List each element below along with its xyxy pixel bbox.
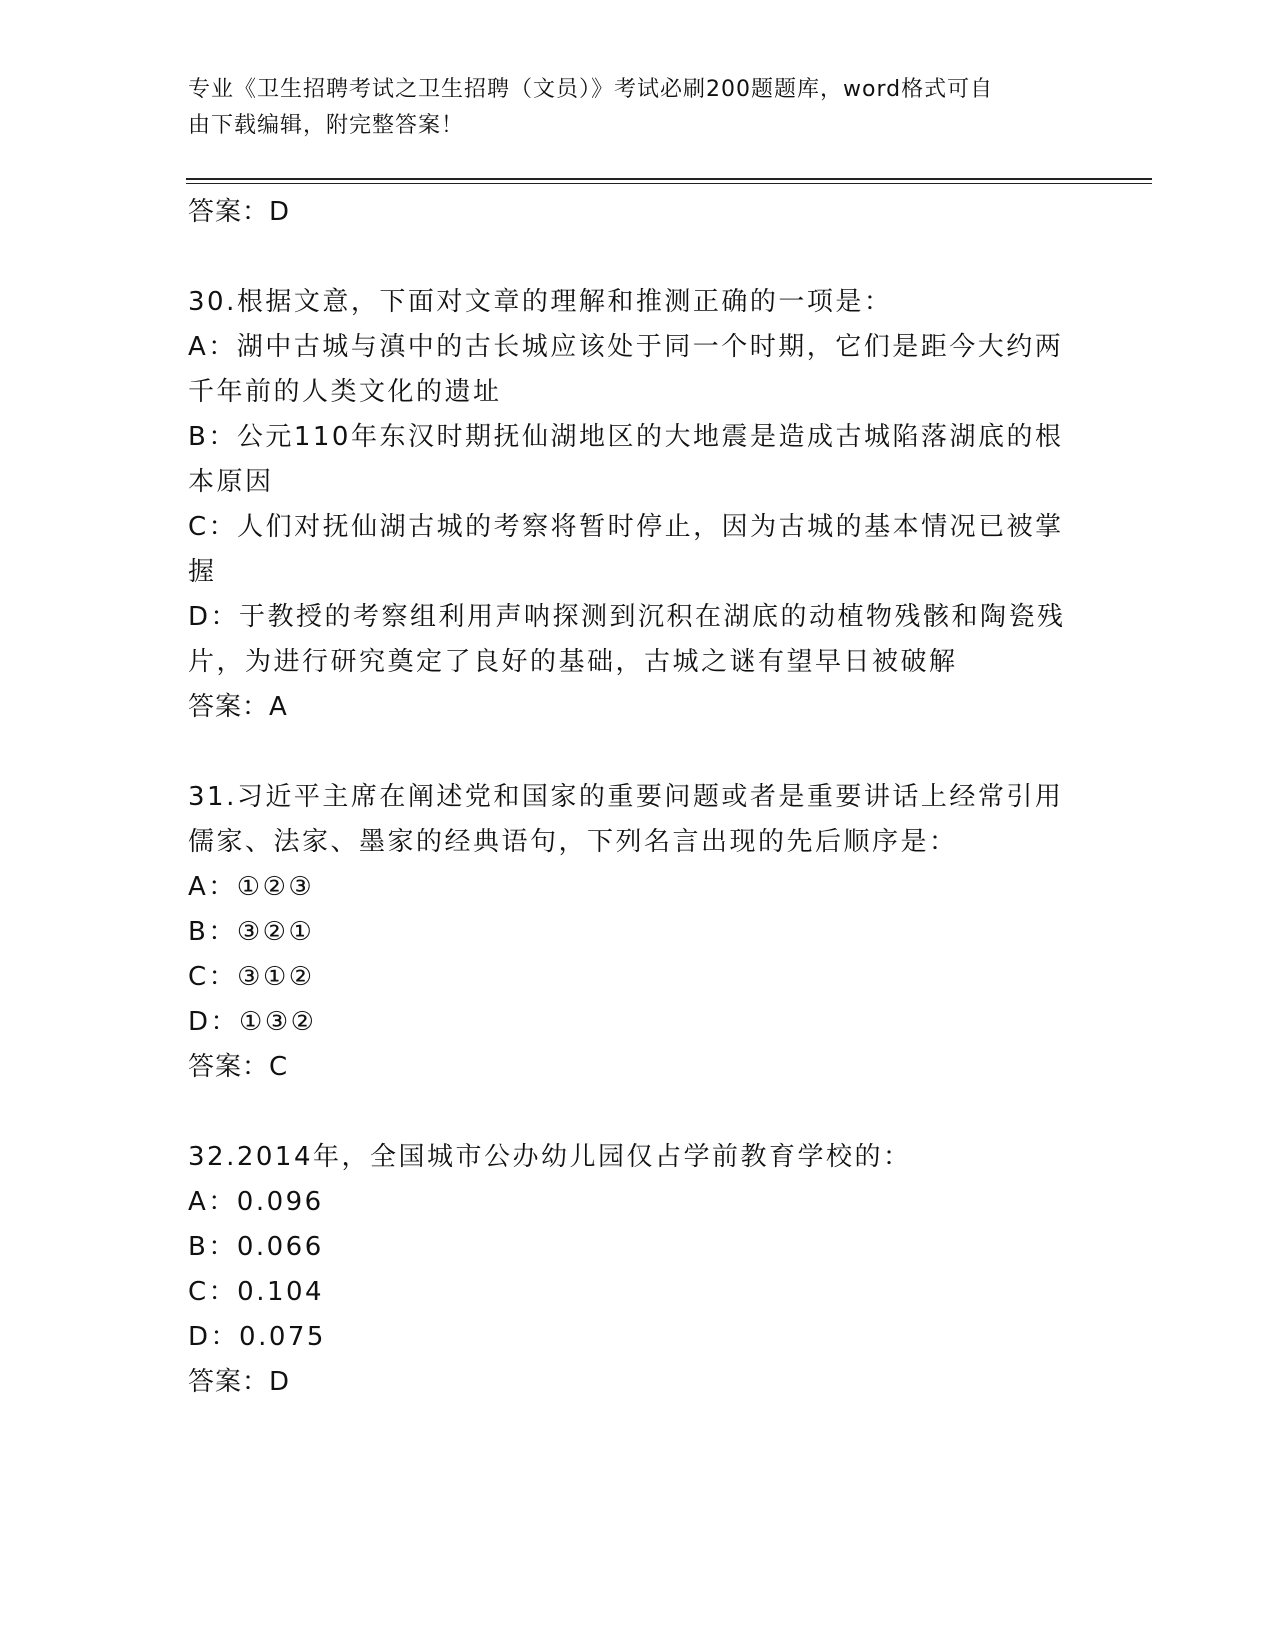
option-c: C：0.104	[188, 1277, 325, 1307]
answer-line: 答案：A	[188, 692, 288, 722]
question-stem: 30.根据文意，下面对文章的理解和推测正确的一项是：	[188, 287, 893, 317]
option-d: D：于教授的考察组利用声呐探测到沉积在湖底的动植物残骸和陶瓷残	[188, 602, 1066, 632]
option-a: A：①②③	[188, 872, 315, 902]
option-b: B：公元110年东汉时期抚仙湖地区的大地震是造成古城陷落湖底的根	[188, 422, 1064, 452]
option-c: C：③①②	[188, 962, 315, 992]
option-a-cont: 千年前的人类文化的遗址	[188, 377, 502, 407]
page-header	[188, 72, 1068, 144]
spacer	[188, 235, 1088, 280]
option-d: D：①③②	[188, 1007, 317, 1037]
header-rule	[186, 178, 1152, 180]
header-rule-thin	[186, 183, 1152, 184]
option-b-cont: 本原因	[188, 467, 274, 497]
option-b: B：0.066	[188, 1232, 324, 1262]
option-c-cont: 握	[188, 557, 217, 587]
question-stem: 31.习近平主席在阐述党和国家的重要问题或者是重要讲话上经常引用	[188, 782, 1064, 812]
answer-line: 答案：D	[188, 197, 291, 227]
question-stem: 32.2014年，全国城市公办幼儿园仅占学前教育学校的：	[188, 1142, 912, 1172]
question-32	[188, 1135, 1088, 1405]
option-b: B：③②①	[188, 917, 315, 947]
option-c: C：人们对抚仙湖古城的考察将暂时停止，因为古城的基本情况已被掌	[188, 512, 1064, 542]
spacer	[188, 1090, 1088, 1135]
option-d: D：0.075	[188, 1322, 326, 1352]
spacer	[188, 730, 1088, 775]
question-stem-cont: 儒家、法家、墨家的经典语句，下列名言出现的先后顺序是：	[188, 827, 958, 857]
answer-line: 答案：C	[188, 1052, 289, 1082]
question-list	[188, 190, 1088, 1405]
question-30	[188, 280, 1088, 730]
option-d-cont: 片，为进行研究奠定了良好的基础，古城之谜有望早日被破解	[188, 647, 958, 677]
header-line: 专业《卫生招聘考试之卫生招聘（文员）》考试必刷200题题库，word格式可自	[188, 77, 994, 102]
answer-line: 答案：D	[188, 1367, 291, 1397]
header-line: 由下载编辑，附完整答案！	[188, 113, 465, 138]
option-a: A：0.096	[188, 1187, 324, 1217]
question-31	[188, 775, 1088, 1090]
option-a: A：湖中古城与滇中的古长城应该处于同一个时期，它们是距今大约两	[188, 332, 1064, 362]
